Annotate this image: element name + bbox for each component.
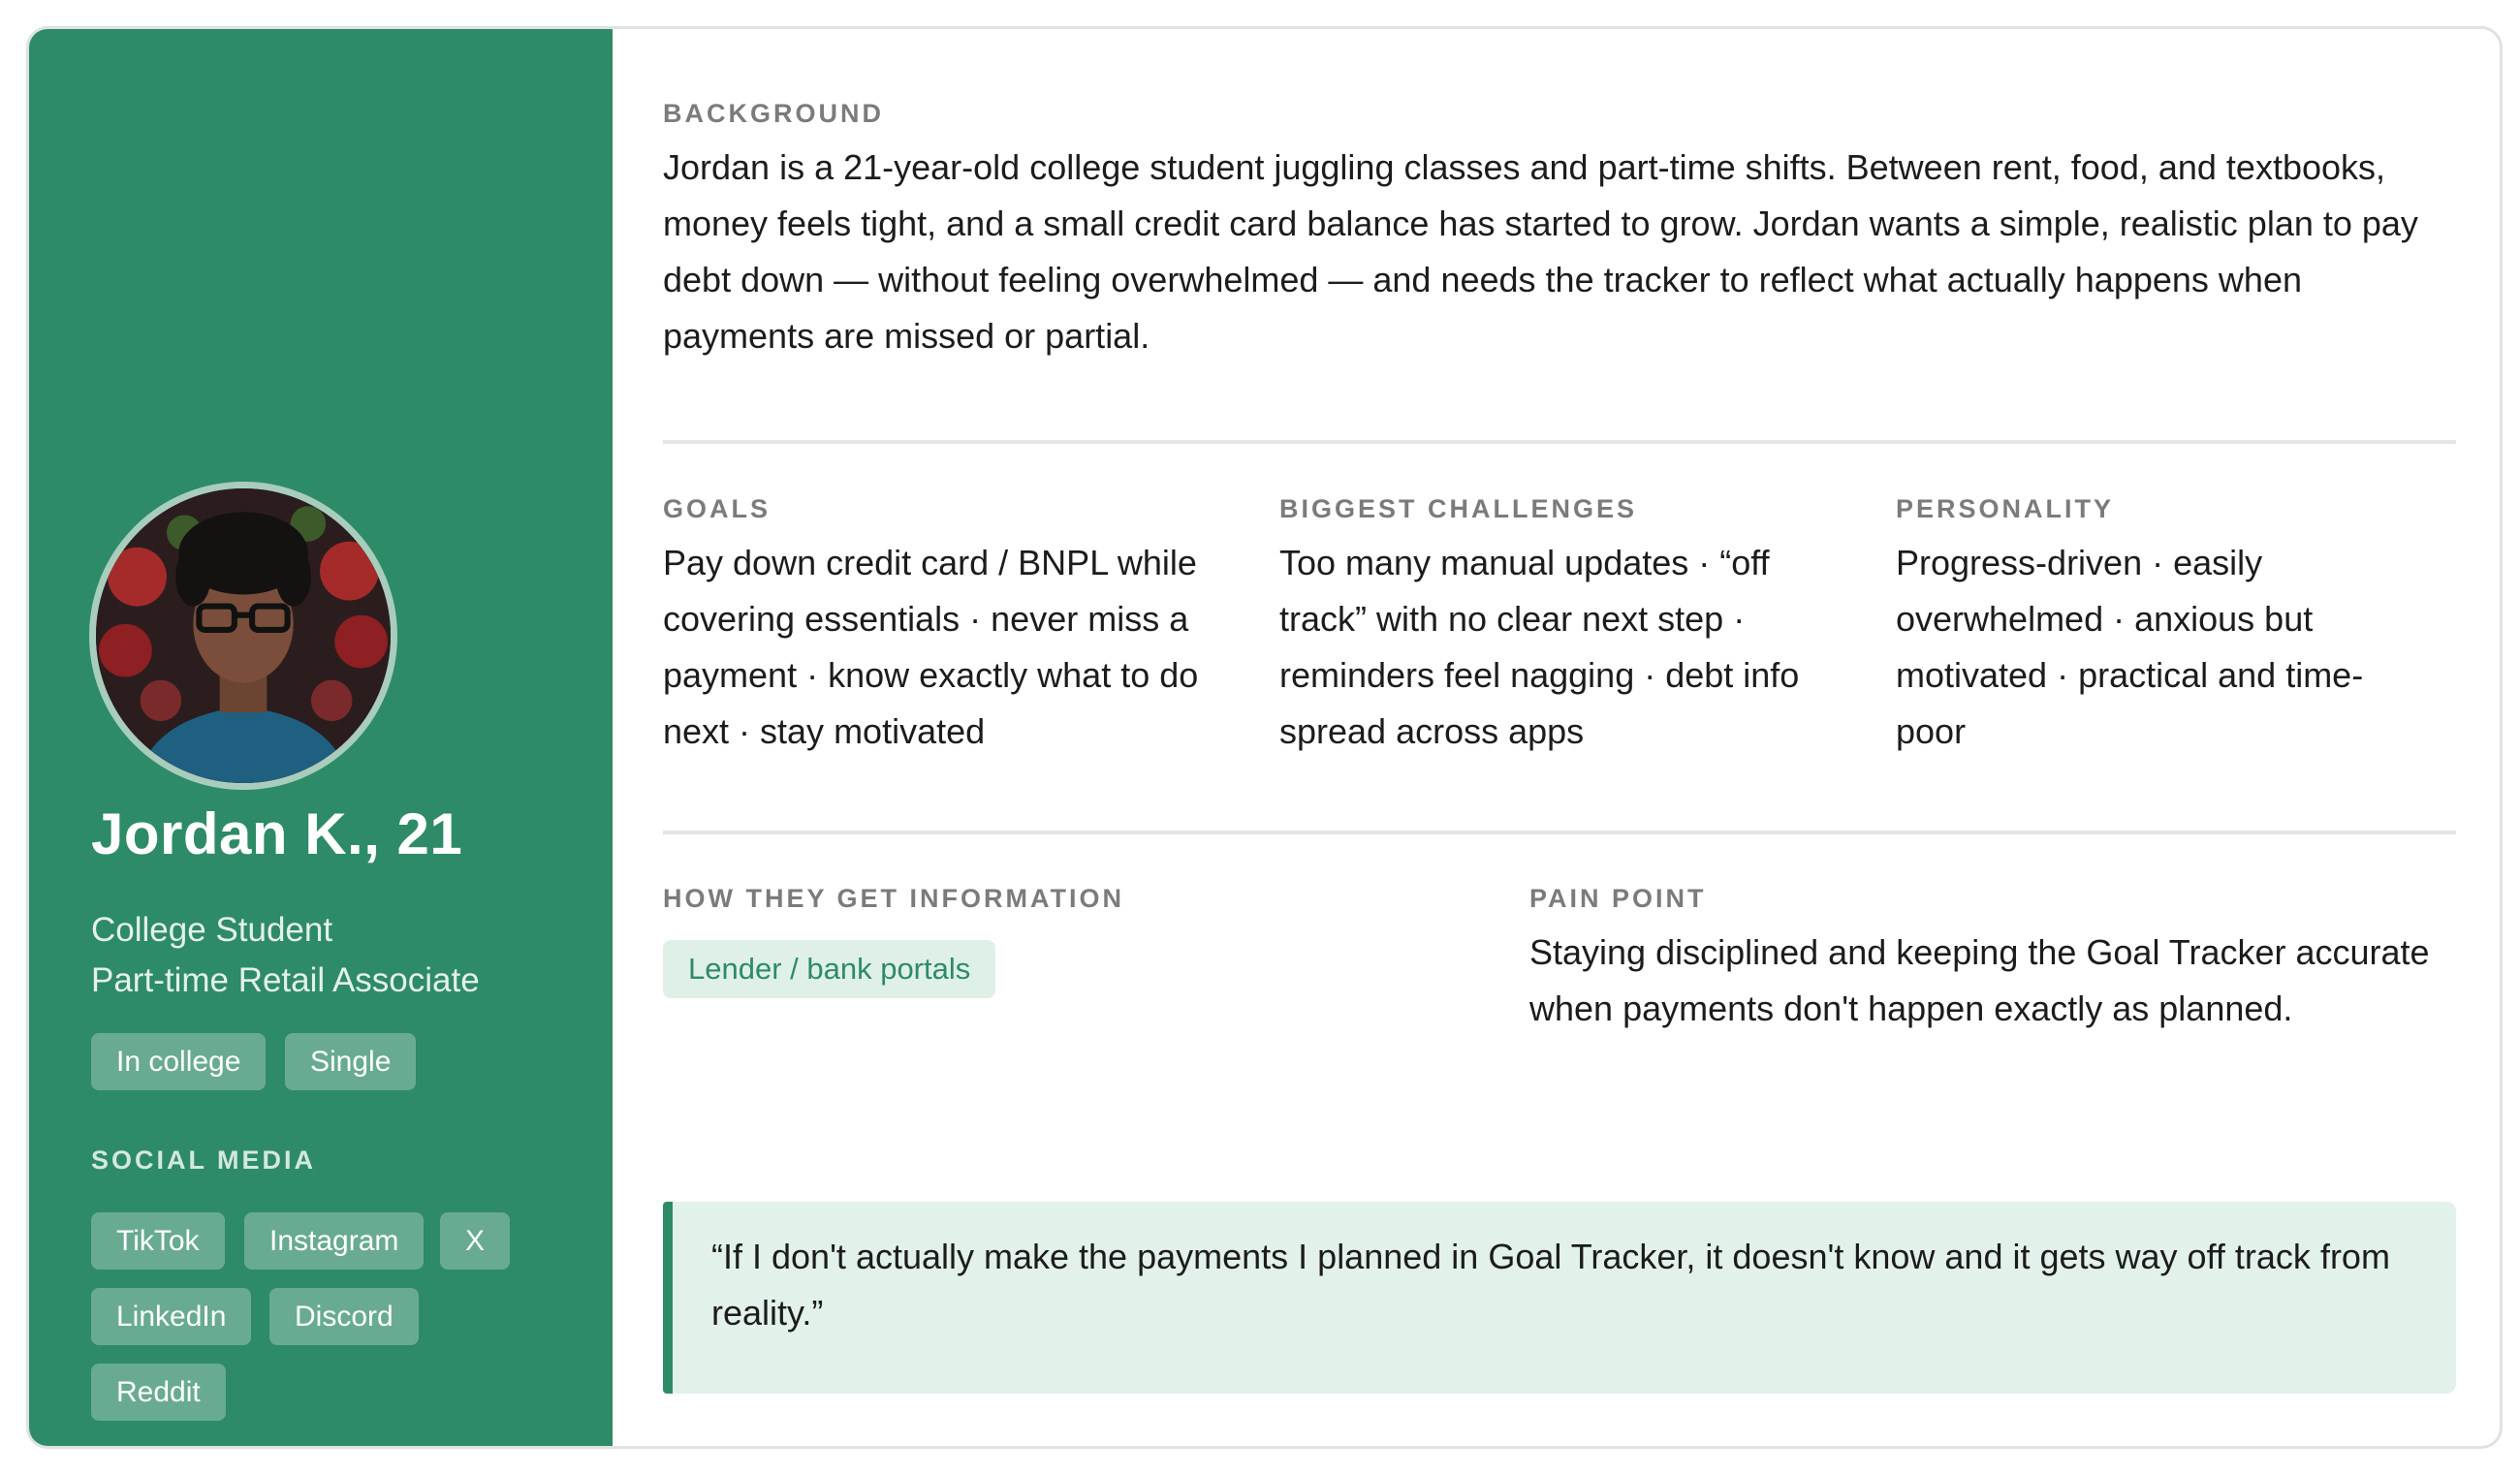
personality-text: Progress-driven · easily overwhelmed · anxious but motivated · practical and time-poor bbox=[1896, 543, 2364, 751]
section-divider bbox=[663, 831, 2456, 834]
section-divider bbox=[663, 440, 2456, 444]
pain-point-label: PAIN POINT bbox=[1529, 884, 1707, 913]
challenges-label: BIGGEST CHALLENGES bbox=[1279, 494, 1638, 523]
pain-point-text: Staying disciplined and keeping the Goal Tracker accurate when payments don't happen exactly as planned. bbox=[1529, 932, 2430, 1028]
persona-sidebar bbox=[29, 29, 613, 1446]
social-chip-tiktok: TikTok bbox=[91, 1212, 225, 1270]
social-chip-x: X bbox=[440, 1212, 510, 1270]
persona-job: Part-time Retail Associate bbox=[91, 961, 480, 999]
persona-details bbox=[613, 29, 2500, 1446]
challenges-text: Too many manual updates · “off track” with no clear next step · reminders feel nagging · debt info spread across apps bbox=[1279, 543, 1800, 751]
avatar-photo bbox=[96, 488, 391, 783]
info-source-chip: Lender / bank portals bbox=[663, 940, 995, 998]
avatar bbox=[89, 482, 397, 790]
background-text: Jordan is a 21-year-old college student juggling classes and part-time shifts. Between rent, food, and textbooks, money feels tight, and a small credit card balance has started to grow. Jordan wants a simple, realistic plan to pay debt down — without feeling overwhelmed — and needs the tracker to reflect what actually happens when payments are missed or partial. bbox=[663, 147, 2418, 356]
persona-card bbox=[26, 26, 2503, 1449]
tag-chip-single: Single bbox=[285, 1033, 416, 1090]
goals-text: Pay down credit card / BNPL while covering essentials · never miss a payment · know exactly what to do next · stay motivated bbox=[663, 543, 1199, 751]
background-label: BACKGROUND bbox=[663, 99, 884, 128]
social-chip-discord: Discord bbox=[269, 1288, 419, 1345]
info-sources-label: HOW THEY GET INFORMATION bbox=[663, 884, 1124, 913]
social-chip-reddit: Reddit bbox=[91, 1364, 226, 1421]
persona-name: Jordan K., 21 bbox=[91, 801, 463, 866]
persona-quote: “If I don't actually make the payments I planned in Goal Tracker, it doesn't know and it gets way off track from reality.” bbox=[663, 1202, 2456, 1394]
personality-label: PERSONALITY bbox=[1896, 494, 2115, 523]
social-media-heading: SOCIAL MEDIA bbox=[91, 1145, 317, 1175]
social-chip-instagram: Instagram bbox=[244, 1212, 424, 1270]
persona-role: College Student bbox=[91, 911, 333, 949]
goals-label: GOALS bbox=[663, 494, 772, 523]
tag-chip-college: In college bbox=[91, 1033, 266, 1090]
social-chip-linkedin: LinkedIn bbox=[91, 1288, 251, 1345]
